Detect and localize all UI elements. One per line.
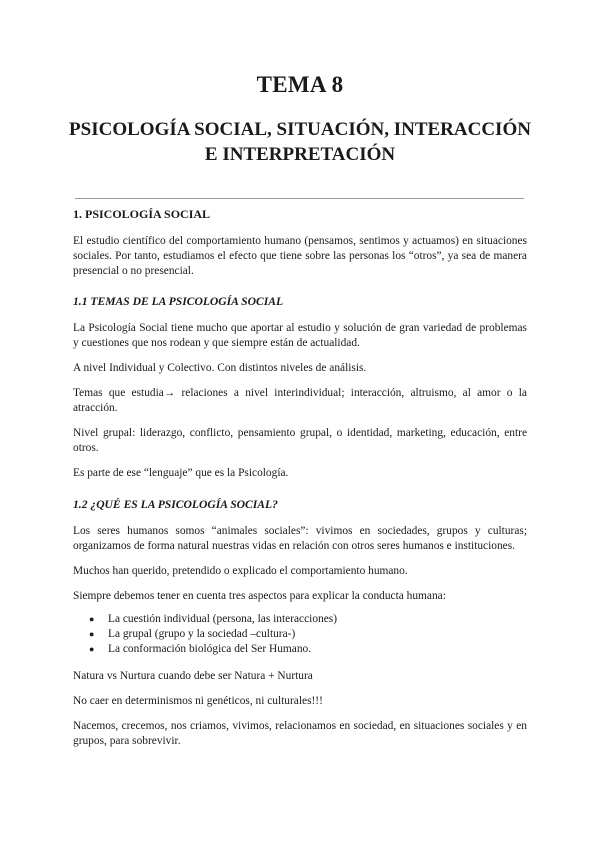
bullet-icon: ●: [89, 644, 95, 654]
subtitle-line-2: E INTERPRETACIÓN: [204, 144, 396, 165]
paragraph-nivel-grupal: Nivel grupal: liderazgo, conflicto, pensamiento grupal, o identidad, marketing, educación, entre otros.: [73, 427, 527, 454]
list-item: [89, 612, 527, 627]
list-item: [89, 642, 527, 657]
bullet-icon: ●: [89, 629, 95, 639]
paragraph-temas-estudia: Temas que estudia→ relaciones a nivel interindividual; interacción, altruismo, al amor o la atracción.: [73, 387, 527, 414]
subtitle-line-1: PSICOLOGÍA SOCIAL, SITUACIÓN, INTERACCIÓN: [69, 119, 531, 140]
paragraph-comportamiento: Muchos han querido, pretendido o explicado el comportamiento humano.: [73, 565, 408, 577]
subsection-heading-temas: 1.1 TEMAS DE LA PSICOLOGÍA SOCIAL: [73, 295, 284, 308]
paragraph-sobrevivir: Nacemos, crecemos, nos criamos, vivimos, relacionamos en sociedad, en situaciones sociales y en grupos, para sobrevivir.: [73, 720, 527, 747]
paragraph-lenguaje: Es parte de ese “lenguaje” que es la Psicología.: [73, 467, 289, 479]
list-item: [89, 627, 527, 642]
document-subtitle: [60, 117, 540, 167]
paragraph-determinismos: No caer en determinismos ni genéticos, ni culturales!!!: [73, 695, 323, 707]
paragraph-natura-nurtura: Natura vs Nurtura cuando debe ser Natura + Nurtura: [73, 670, 313, 682]
list-item-text: La cuestión individual (persona, las interacciones): [108, 613, 337, 625]
document-title: TEMA 8: [256, 72, 344, 97]
document-body: [73, 205, 527, 749]
section-heading-psicologia-social: 1. PSICOLOGÍA SOCIAL: [73, 207, 211, 221]
paragraph-tres-aspectos: Siempre debemos tener en cuenta tres aspectos para explicar la conducta humana:: [73, 590, 446, 602]
list-item-text: La conformación biológica del Ser Humano.: [108, 643, 312, 655]
subsection-heading-que-es: 1.2 ¿QUÉ ES LA PSICOLOGÍA SOCIAL?: [73, 498, 278, 511]
paragraph-animales-sociales: Los seres humanos somos “animales sociales”: vivimos en sociedades, grupos y culturas; organizamos de forma natural nuestras vidas en relación con otros seres humanos e instituciones.: [73, 525, 527, 552]
aspects-list: [73, 612, 527, 657]
horizontal-divider: [75, 198, 524, 199]
list-item-text: La grupal (grupo y la sociedad –cultura-): [108, 628, 296, 640]
bullet-icon: ●: [89, 614, 95, 624]
section-intro-paragraph: El estudio científico del comportamiento humano (pensamos, sentimos y actuamos) en situaciones sociales. Por tanto, estudiamos el efecto que tiene sobre las personas los “otros”, ya sea de manera presencial o no presencial.: [73, 235, 527, 277]
paragraph-niveles: A nivel Individual y Colectivo. Con distintos niveles de análisis.: [73, 362, 367, 374]
paragraph-aportes: La Psicología Social tiene mucho que aportar al estudio y solución de gran variedad de problemas y cuestiones que nos rodean y que siempre están de actualidad.: [73, 322, 527, 349]
